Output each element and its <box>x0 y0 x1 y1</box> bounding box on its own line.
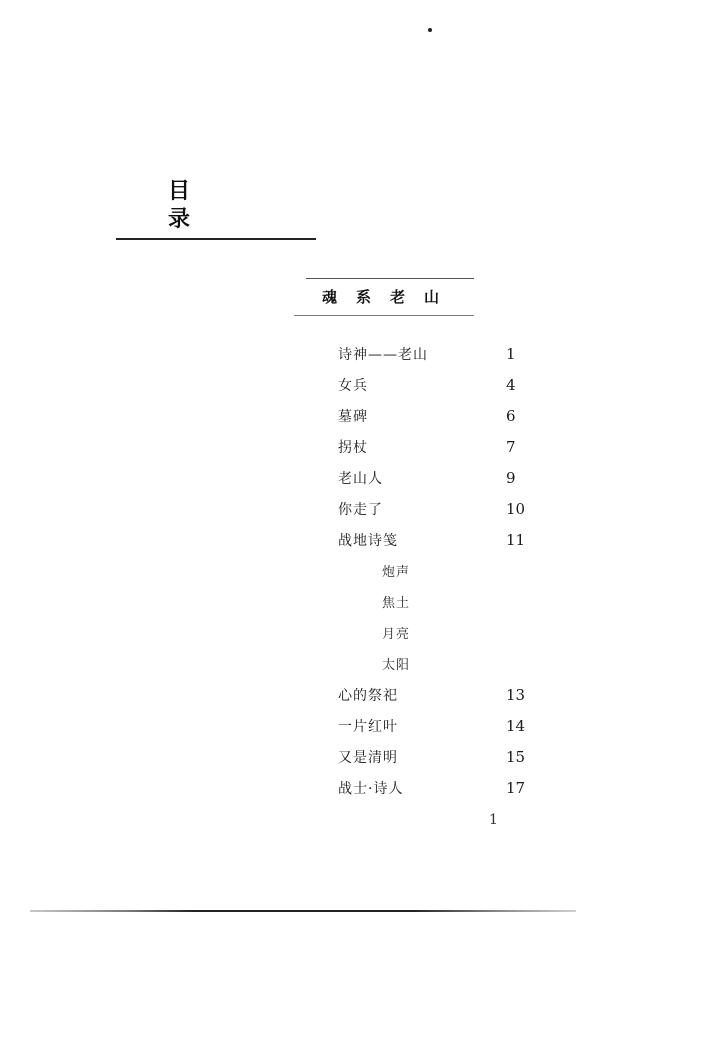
toc-entry-page: 10 <box>506 500 526 518</box>
toc-entry-page: 1 <box>506 345 516 363</box>
toc-subentry-title: 炮声 <box>382 565 411 580</box>
toc-entry-title: 拐杖 <box>338 440 368 456</box>
toc-entry[interactable] <box>338 497 528 528</box>
toc-entry[interactable] <box>338 683 528 714</box>
toc-subentry-title: 焦土 <box>382 596 411 611</box>
toc-entry[interactable] <box>338 714 528 745</box>
toc-entry-page: 6 <box>506 407 516 425</box>
toc-subentry[interactable] <box>338 590 528 621</box>
toc-subentry-title: 太阳 <box>382 658 411 673</box>
toc-subentry-title: 月亮 <box>382 627 411 642</box>
toc-subentry[interactable] <box>338 621 528 652</box>
toc-entry-title: 女兵 <box>338 378 368 394</box>
toc-heading-text: 目 录 <box>168 179 231 232</box>
toc-entry-title: 老山人 <box>338 471 383 487</box>
toc-entry-page: 15 <box>506 748 526 766</box>
toc-heading <box>116 178 316 240</box>
section-heading <box>294 278 474 316</box>
toc-entry-page: 14 <box>506 717 526 735</box>
toc-entry[interactable] <box>338 373 528 404</box>
toc-entry[interactable] <box>338 435 528 466</box>
toc-entry-title: 又是清明 <box>338 750 398 766</box>
page-dot-mark <box>428 28 432 32</box>
toc-heading-underline <box>116 238 316 240</box>
toc-entry-page: 17 <box>506 779 526 797</box>
bottom-rule <box>30 910 576 912</box>
section-title: 魂系老山 <box>322 288 459 306</box>
page-number: 1 <box>489 812 498 828</box>
toc-entry[interactable] <box>338 342 528 373</box>
toc-entry-page: 13 <box>506 686 526 704</box>
toc-entry[interactable] <box>338 776 528 807</box>
toc-subentry[interactable] <box>338 559 528 590</box>
toc-entry-title: 一片红叶 <box>338 719 398 735</box>
toc-entry[interactable] <box>338 404 528 435</box>
toc-entry-page: 7 <box>506 438 516 456</box>
toc-entry-page: 9 <box>506 469 516 487</box>
toc-entry-page: 4 <box>506 376 516 394</box>
toc-entry-title: 诗神——老山 <box>338 347 428 363</box>
toc-subentry[interactable] <box>338 652 528 683</box>
section-rule-bottom <box>294 315 474 316</box>
toc-entry-title: 你走了 <box>338 502 383 518</box>
toc-entry[interactable] <box>338 745 528 776</box>
toc-entry-list <box>338 342 528 807</box>
toc-entry-page: 11 <box>506 531 526 549</box>
section-rule-top <box>306 278 474 279</box>
toc-entry-title: 战士·诗人 <box>338 781 404 797</box>
toc-entry[interactable] <box>338 528 528 559</box>
toc-entry[interactable] <box>338 466 528 497</box>
toc-entry-title: 墓碑 <box>338 409 368 425</box>
toc-entry-title: 心的祭祀 <box>338 688 398 704</box>
toc-entry-title: 战地诗笺 <box>338 533 398 549</box>
